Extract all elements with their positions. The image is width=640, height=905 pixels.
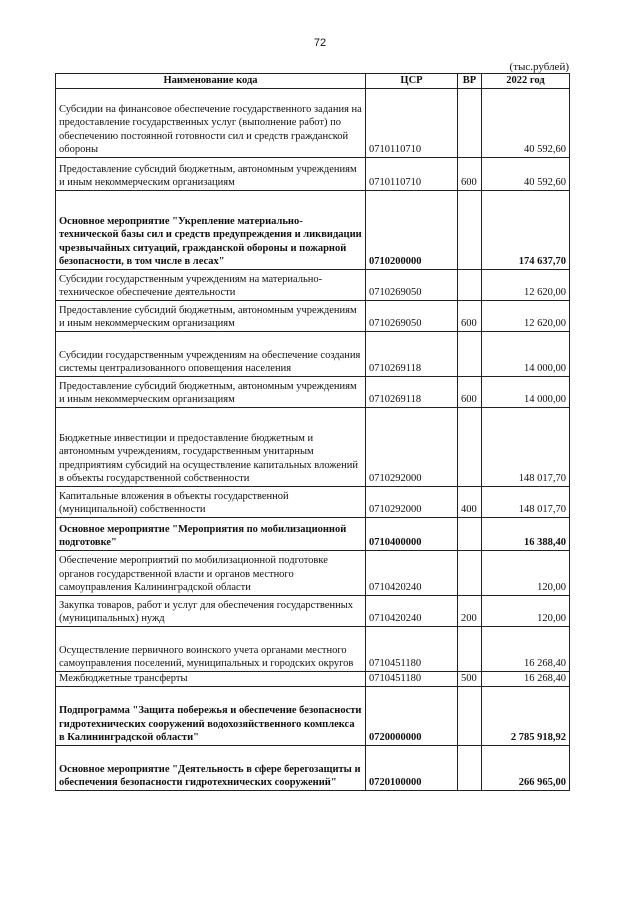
row-csr: 0710420240: [366, 551, 458, 596]
row-name: Основное мероприятие "Мероприятия по мобилизационной подготовке": [56, 518, 366, 551]
row-vr: [458, 270, 482, 301]
row-vr: [458, 191, 482, 270]
header-amount: 2022 год: [482, 74, 570, 89]
row-csr: 0720100000: [366, 746, 458, 791]
table-row: [56, 487, 570, 518]
row-name: Бюджетные инвестиции и предоставление бюджетным и автономным учреждениям, государственным унитарным предприятиям субсидий на осуществление капитальных вложений в объекты государственной собственности: [56, 408, 366, 487]
row-csr: 0710400000: [366, 518, 458, 551]
table-row: [56, 89, 570, 158]
table-row: [56, 596, 570, 627]
budget-table: [55, 73, 570, 791]
row-amount: 148 017,70: [482, 408, 570, 487]
header-csr: ЦСР: [366, 74, 458, 89]
row-csr: 0710110710: [366, 158, 458, 191]
row-vr: [458, 687, 482, 746]
row-amount: 12 620,00: [482, 270, 570, 301]
row-amount: 14 000,00: [482, 377, 570, 408]
row-vr: 600: [458, 158, 482, 191]
row-vr: [458, 746, 482, 791]
row-amount: 2 785 918,92: [482, 687, 570, 746]
row-amount: 40 592,60: [482, 158, 570, 191]
row-name: Предоставление субсидий бюджетным, автономным учреждениям и иным некоммерческим организациям: [56, 158, 366, 191]
row-amount: 266 965,00: [482, 746, 570, 791]
row-amount: 174 637,70: [482, 191, 570, 270]
table-row: [56, 518, 570, 551]
row-vr: [458, 518, 482, 551]
table-row: [56, 687, 570, 746]
row-name: Подпрограмма "Защита побережья и обеспечение безопасности гидротехнических сооружений водохозяйственного комплекса в Калининградской области": [56, 687, 366, 746]
row-vr: 400: [458, 487, 482, 518]
row-csr: 0710269118: [366, 332, 458, 377]
row-name: Закупка товаров, работ и услуг для обеспечения государственных (муниципальных) нужд: [56, 596, 366, 627]
row-csr: 0710269050: [366, 301, 458, 332]
row-vr: [458, 408, 482, 487]
row-name: Предоставление субсидий бюджетным, автономным учреждениям и иным некоммерческим организациям: [56, 301, 366, 332]
row-vr: 500: [458, 672, 482, 687]
row-vr: 200: [458, 596, 482, 627]
row-amount: 40 592,60: [482, 89, 570, 158]
row-name: Капитальные вложения в объекты государственной (муниципальной) собственности: [56, 487, 366, 518]
row-name: Предоставление субсидий бюджетным, автономным учреждениям и иным некоммерческим организациям: [56, 377, 366, 408]
row-name: Осуществление первичного воинского учета органами местного самоуправления поселений, муниципальных и городских округов: [56, 627, 366, 672]
table-row: [56, 158, 570, 191]
row-amount: 16 388,40: [482, 518, 570, 551]
row-csr: 0710451180: [366, 627, 458, 672]
row-csr: 0710200000: [366, 191, 458, 270]
row-csr: 0710110710: [366, 89, 458, 158]
table-row: [56, 672, 570, 687]
row-name: Субсидии государственным учреждениям на обеспечение создания системы централизованного оповещения населения: [56, 332, 366, 377]
table-row: [56, 301, 570, 332]
row-amount: 16 268,40: [482, 627, 570, 672]
row-name: Субсидии на финансовое обеспечение государственного задания на предоставление государственных услуг (выполнение работ) по обеспечению постоянной готовности сил и средств гражданской обороны: [56, 89, 366, 158]
table-row: [56, 408, 570, 487]
row-vr: 600: [458, 301, 482, 332]
row-vr: [458, 332, 482, 377]
row-name: Субсидии государственным учреждениям на материально-техническое обеспечение деятельности: [56, 270, 366, 301]
row-amount: 12 620,00: [482, 301, 570, 332]
row-csr: 0720000000: [366, 687, 458, 746]
row-csr: 0710269118: [366, 377, 458, 408]
row-name: Межбюджетные трансферты: [56, 672, 366, 687]
row-vr: [458, 551, 482, 596]
table-row: [56, 746, 570, 791]
row-amount: 16 268,40: [482, 672, 570, 687]
table-row: [56, 377, 570, 408]
row-amount: 120,00: [482, 551, 570, 596]
row-csr: 0710292000: [366, 408, 458, 487]
table-header-row: [56, 74, 570, 89]
table-row: [56, 627, 570, 672]
table-row: [56, 270, 570, 301]
row-vr: [458, 627, 482, 672]
row-csr: 0710292000: [366, 487, 458, 518]
unit-label: (тыс.рублей): [509, 61, 569, 73]
row-name: Обеспечение мероприятий по мобилизационной подготовке органов государственной власти и органов местного самоуправления Калининградской области: [56, 551, 366, 596]
table-row: [56, 191, 570, 270]
row-csr: 0710420240: [366, 596, 458, 627]
row-vr: 600: [458, 377, 482, 408]
row-csr: 0710269050: [366, 270, 458, 301]
row-name: Основное мероприятие "Укрепление материально-технической базы сил и средств предупреждения и ликвидации чрезвычайных ситуаций, гражданской обороны и пожарной безопасности, в том числе в лесах": [56, 191, 366, 270]
row-amount: 14 000,00: [482, 332, 570, 377]
table-row: [56, 551, 570, 596]
row-vr: [458, 89, 482, 158]
row-amount: 120,00: [482, 596, 570, 627]
row-csr: 0710451180: [366, 672, 458, 687]
table-row: [56, 332, 570, 377]
page-number: 72: [313, 37, 327, 49]
row-name: Основное мероприятие "Деятельность в сфере берегозащиты и обеспечения безопасности гидротехнических сооружений": [56, 746, 366, 791]
header-vr: ВР: [458, 74, 482, 89]
row-amount: 148 017,70: [482, 487, 570, 518]
header-name: Наименование кода: [56, 74, 366, 89]
